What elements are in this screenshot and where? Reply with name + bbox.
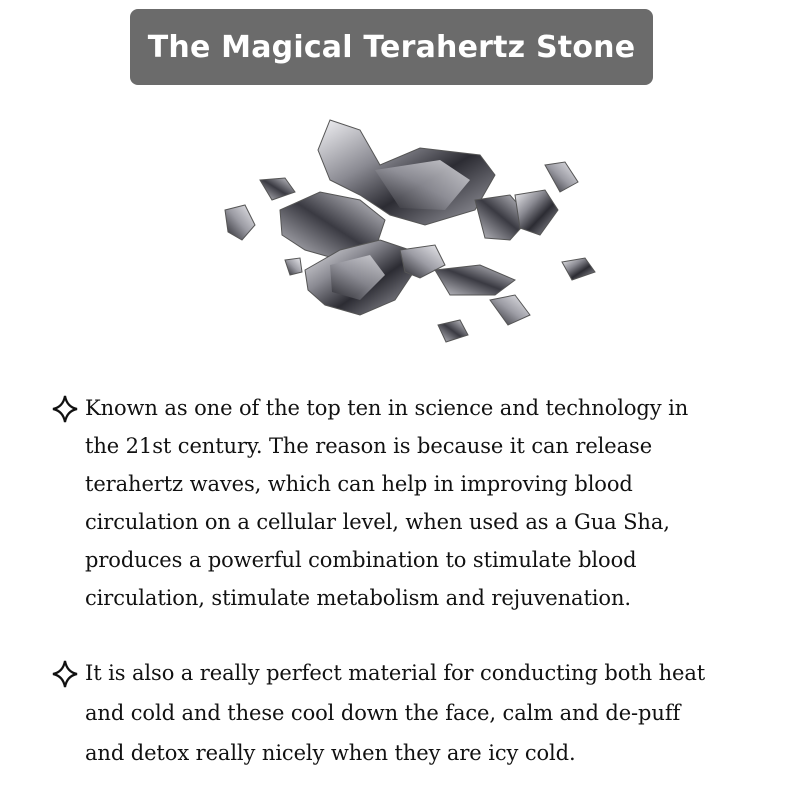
- title-banner: [130, 9, 653, 85]
- paragraph-1-line: the 21st century. The reason is because it can release: [85, 434, 653, 458]
- page-title: The Magical Terahertz Stone: [147, 29, 636, 65]
- paragraph-2-line: and cold and these cool down the face, calm and de-puff: [85, 701, 681, 725]
- paragraph-2-line: and detox really nicely when they are icy cold.: [85, 741, 576, 765]
- paragraph-1-line: terahertz waves, which can help in improving blood: [85, 472, 633, 496]
- paragraph-1-line: circulation on a cellular level, when used as a Gua Sha,: [85, 510, 670, 534]
- stone-fragments-image: [210, 100, 610, 350]
- paragraph-2: [52, 658, 772, 768]
- four-point-star-icon: [52, 660, 78, 688]
- paragraph-1-line: produces a powerful combination to stimulate blood: [85, 548, 637, 572]
- paragraph-1: [52, 393, 772, 610]
- paragraph-1-line: Known as one of the top ten in science and technology in: [85, 396, 689, 420]
- four-point-star-icon: [52, 395, 78, 423]
- paragraph-2-line: It is also a really perfect material for conducting both heat: [85, 661, 706, 685]
- paragraph-1-line: circulation, stimulate metabolism and rejuvenation.: [85, 586, 631, 610]
